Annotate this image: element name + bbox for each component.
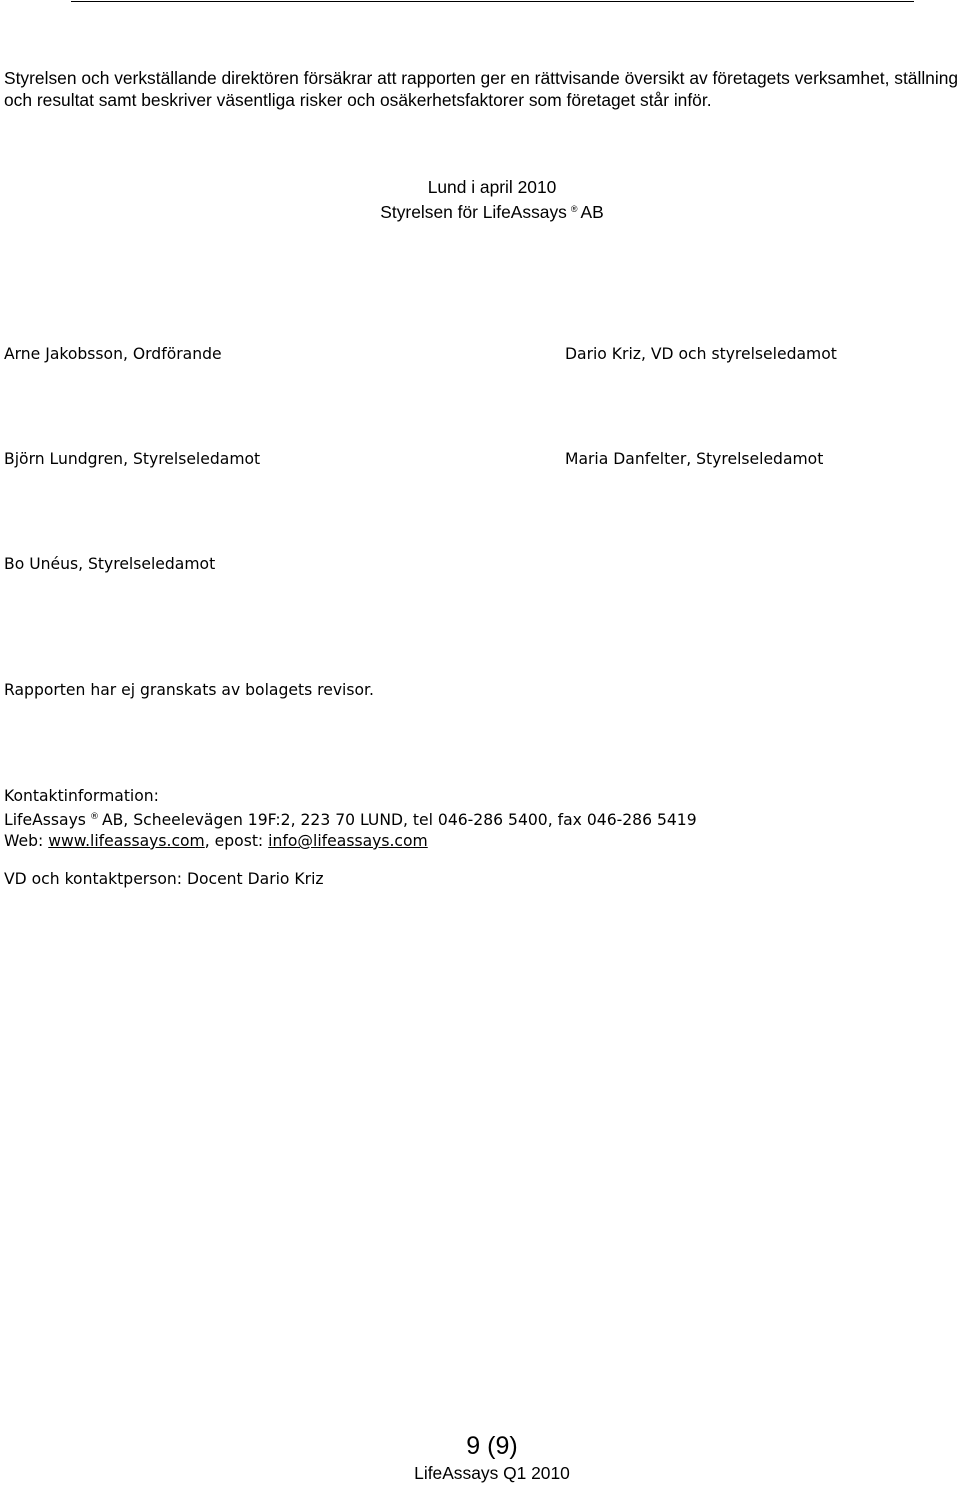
signature-dario-kriz: Dario Kriz, VD och styrelseledamot <box>565 345 837 363</box>
contact-heading: Kontaktinformation: <box>4 787 159 805</box>
email-link[interactable]: info@lifeassays.com <box>268 832 428 850</box>
website-link[interactable]: www.lifeassays.com <box>48 832 205 850</box>
page-number: 9 (9) <box>466 1432 518 1460</box>
contact-block <box>4 786 697 852</box>
contact-company-line <box>4 807 697 831</box>
signature-bo-uneus: Bo Unéus, Styrelseledamot <box>4 555 216 573</box>
footer-label: LifeAssays Q1 2010 <box>414 1463 570 1483</box>
header-rule <box>71 1 914 2</box>
web-label: Web: <box>4 832 44 850</box>
signature-bjorn-lundgren: Björn Lundgren, Styrelseledamot <box>4 450 261 468</box>
contact-web-line <box>4 831 697 852</box>
intro-paragraph: Styrelsen och verkställande direktören försäkrar att rapporten ger en rättvisande översikt av företagets verksamhet, ställning och resultat samt beskriver väsentliga risker och osäkerhetsfaktorer som företaget står inför. <box>4 68 959 110</box>
review-note: Rapporten har ej granskats av bolagets revisor. <box>4 681 374 699</box>
ceo-contact: VD och kontaktperson: Docent Dario Kriz <box>4 870 324 888</box>
dateline-board <box>0 199 960 224</box>
epost-label: , epost: <box>204 832 264 850</box>
signature-maria-danfelter: Maria Danfelter, Styrelseledamot <box>565 450 824 468</box>
board-prefix: Styrelsen för LifeAssays <box>380 202 567 222</box>
dateline-place-date: Lund i april 2010 <box>427 177 557 197</box>
company-address: AB, Scheelevägen 19F:2, 223 70 LUND, tel 046-286 5400, fax 046-286 5419 <box>101 811 697 829</box>
signature-arne-jakobsson: Arne Jakobsson, Ordförande <box>4 345 222 363</box>
company-name: LifeAssays <box>4 811 86 829</box>
registered-mark: ® <box>89 812 99 822</box>
registered-mark: ® <box>570 204 578 214</box>
board-suffix: AB <box>580 202 604 222</box>
